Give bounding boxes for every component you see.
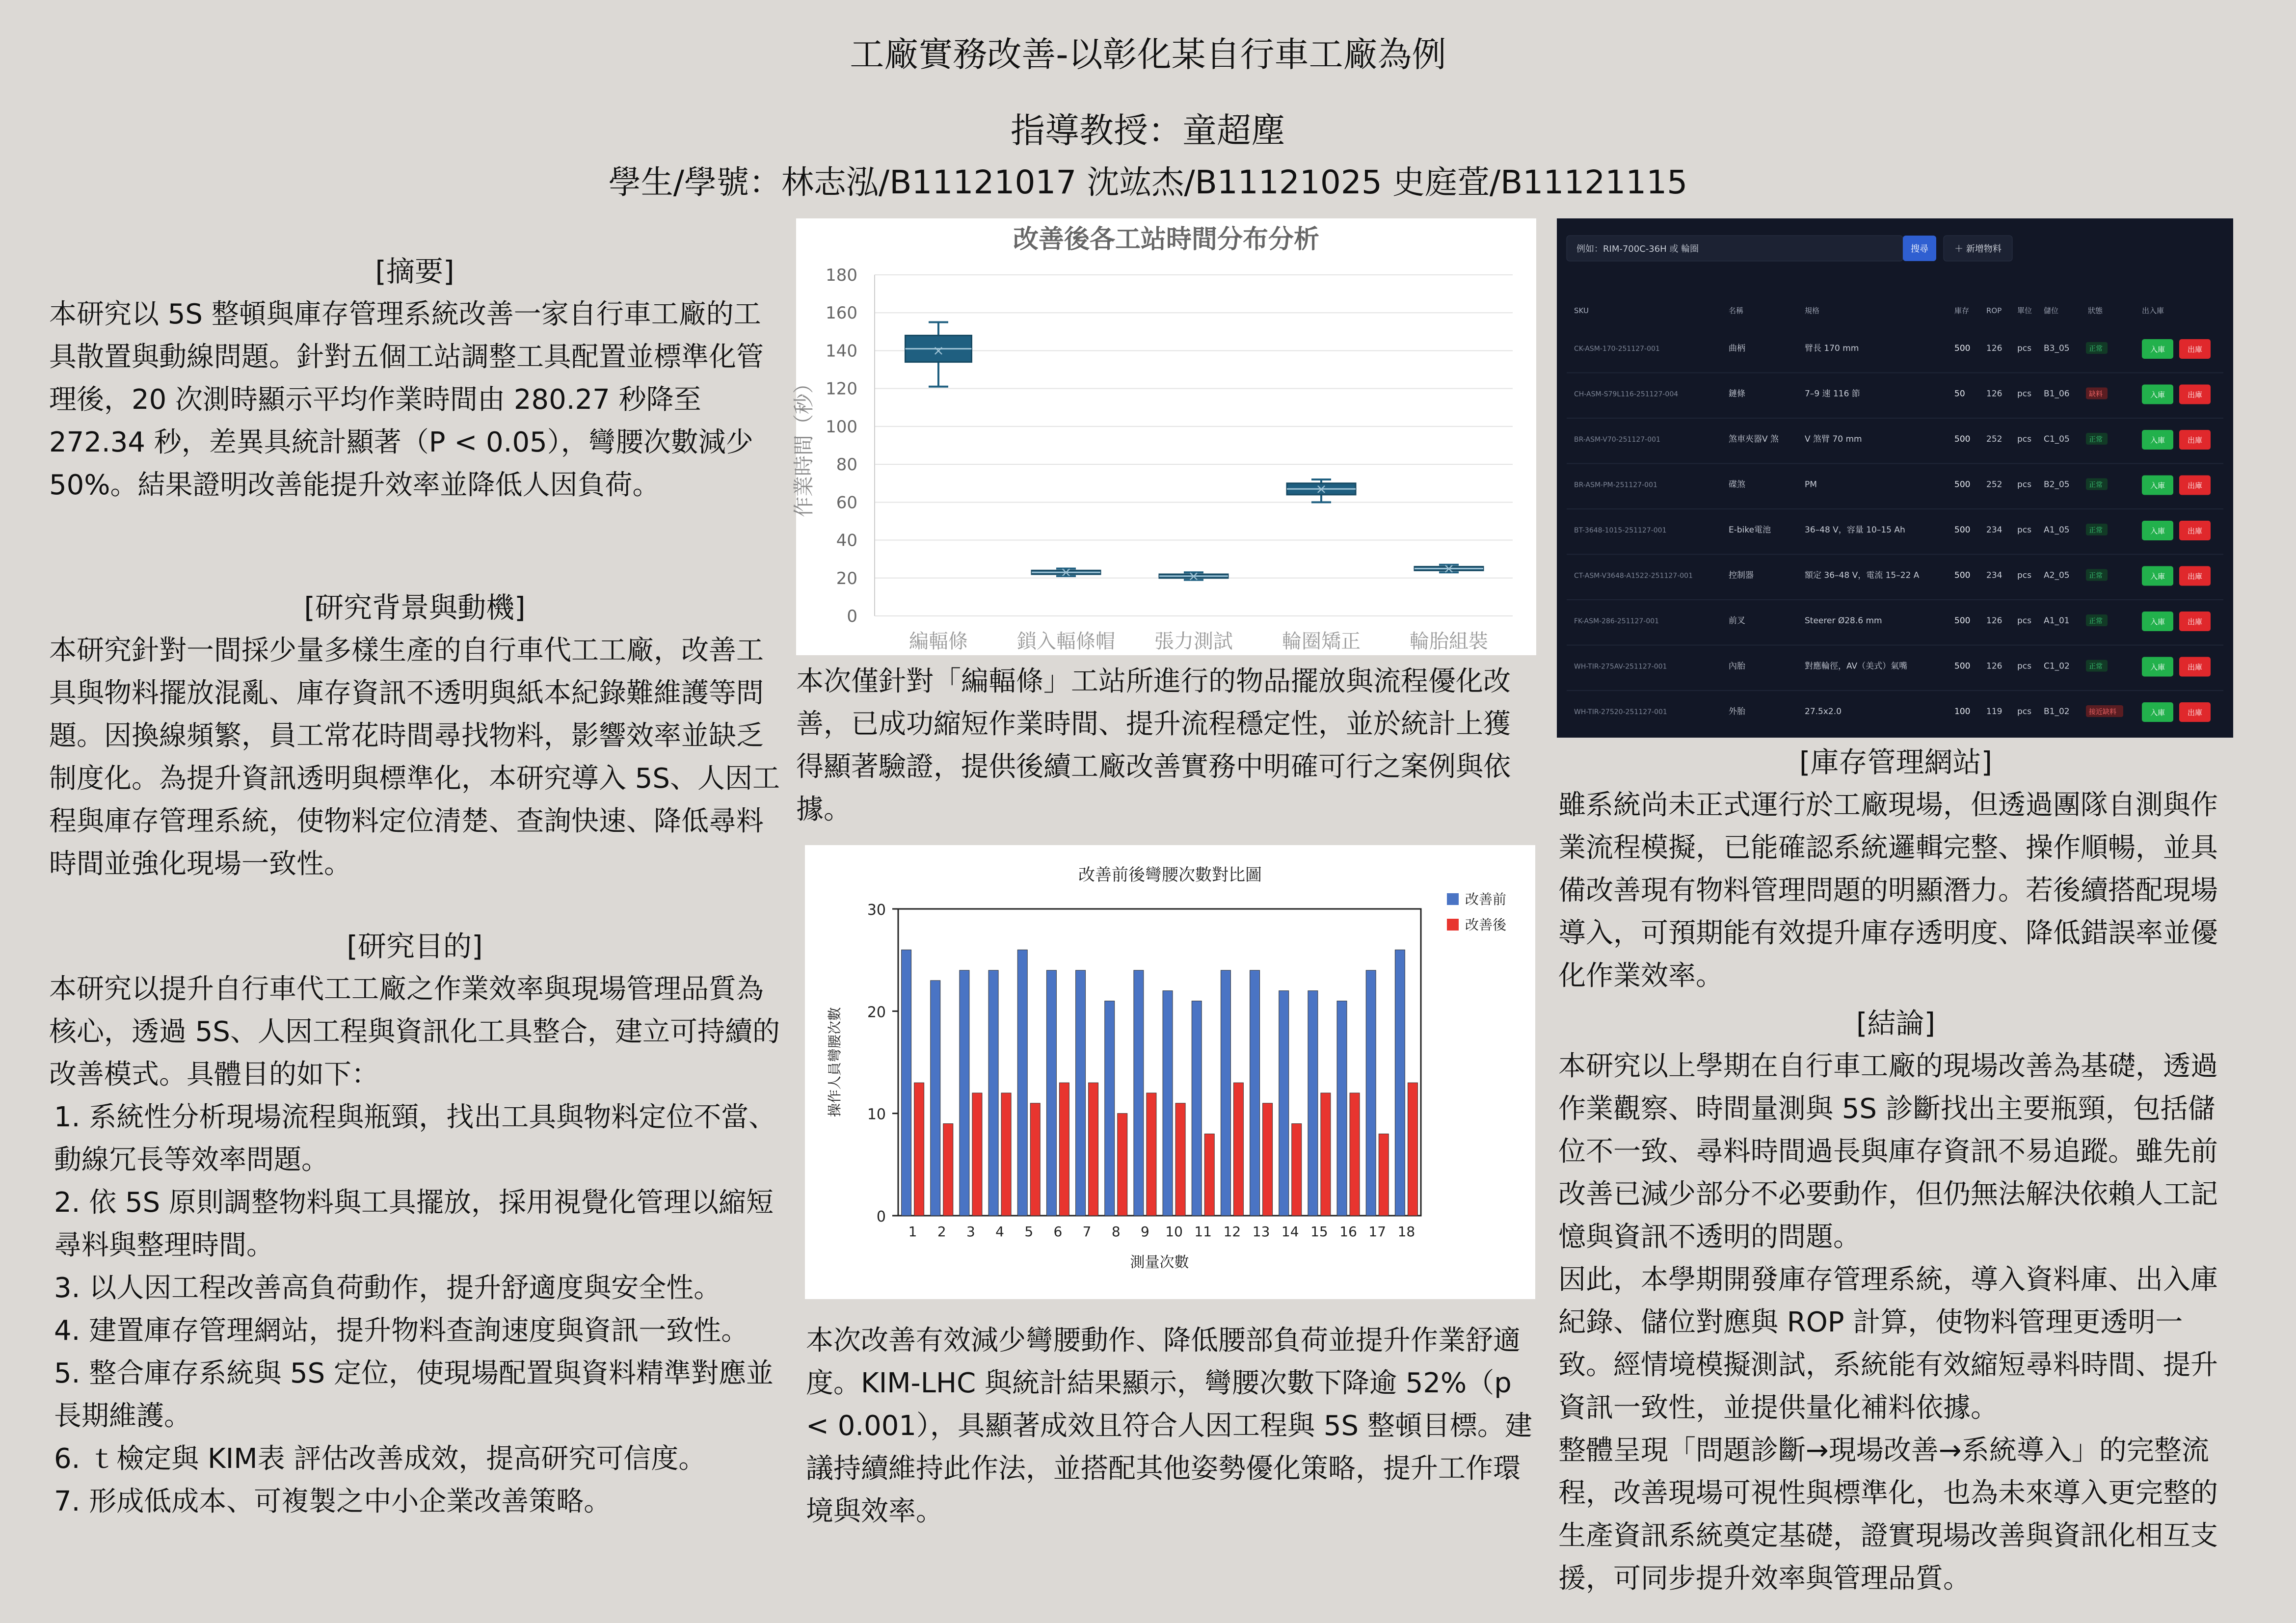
cell-name: 前叉 (1729, 616, 1745, 626)
cell-location: C1_02 (2044, 661, 2070, 671)
students-line: 學生/學號：林志泓/B11121017 沈竑杰/B11121025 史庭萓/B11121115 (608, 163, 1688, 201)
objective-item: 6. ｔ檢定與 KIM表 評估改善成效，提高研究可信度。 (54, 1443, 706, 1475)
cell-unit: pcs (2017, 479, 2031, 490)
stock-out-label: 出庫 (2187, 436, 2203, 445)
objective-item: 5. 整合庫存系統與 5S 定位，使現場配置與資料精準對應並長期維護。 (54, 1357, 774, 1432)
cell-sku: BR-ASM-PM-251127-001 (1574, 481, 1657, 489)
bar-after (1263, 1103, 1273, 1216)
cell-rop: 126 (1986, 344, 2002, 353)
bar-after (1175, 1103, 1185, 1216)
x-tick-label: 9 (1141, 1224, 1149, 1240)
x-tick-label: 3 (966, 1224, 975, 1240)
cell-rop: 252 (1986, 479, 2002, 490)
x-tick-label: 4 (995, 1224, 1004, 1240)
cell-rop: 126 (1986, 661, 2002, 671)
x-tick-label: 5 (1024, 1224, 1034, 1240)
cell-sku: CK-ASM-170-251127-001 (1574, 345, 1660, 353)
x-tick-label: 16 (1339, 1224, 1357, 1240)
stock-in-label: 入庫 (2150, 390, 2165, 399)
column-header: 儲位 (2044, 306, 2059, 315)
conclusion-p1: 本研究以上學期在自行車工廠的現場改善為基礎，透過作業觀察、時間量測與 5S 診斷找出主要瓶頸，包括儲位不一致、尋料時間過長與庫存資訊不易追蹤。雖先前改善已減少部分不必要動作，但仍無法解決依賴人工記憶與資訊不透明的問題。 (1558, 1050, 2218, 1253)
status-label: 缺料 (2089, 390, 2103, 399)
y-tick-label: 80 (836, 455, 857, 475)
bar-after (1030, 1103, 1040, 1216)
cell-spec: Steerer Ø28.6 mm (1805, 616, 1882, 626)
bar-after (1001, 1093, 1011, 1216)
objectives-intro: 本研究以提升自行車代工工廠之作業效率與現場管理品質為核心，透過 5S、人因工程與資訊化工具整合，建立可持續的改善模式。具體目的如下： (49, 973, 780, 1091)
objective-item: 2. 依 5S 原則調整物料與工具擺放，採用視覺化管理以縮短尋料與整理時間。 (54, 1187, 774, 1261)
x-tick-label: 輪胎組裝 (1410, 630, 1488, 653)
boxplot-chart (792, 218, 1536, 655)
status-label: 正常 (2089, 481, 2103, 489)
y-tick-label: 0 (847, 607, 857, 626)
objectives-section (49, 925, 780, 1523)
x-tick-label: 1 (908, 1224, 917, 1240)
status-label: 正常 (2089, 617, 2103, 625)
stock-in-label: 入庫 (2150, 481, 2165, 490)
cell-stock: 500 (1954, 616, 1971, 626)
cell-name: E-bike電池 (1729, 525, 1771, 535)
cell-spec: 36–48 V，容量 10–15 Ah (1805, 525, 1905, 535)
column-header: 出入庫 (2142, 306, 2164, 315)
cell-spec: 對應輪徑，AV（美式）氣嘴 (1805, 661, 1908, 671)
bar-after (943, 1124, 953, 1216)
x-tick-label: 11 (1194, 1224, 1212, 1240)
cell-rop: 234 (1986, 570, 2002, 581)
box-mean-marker: × (1315, 480, 1327, 497)
bar-after (972, 1093, 982, 1216)
conclusion-p2: 因此，本學期開發庫存管理系統，導入資料庫、出入庫紀錄、儲位對應與 ROP 計算，使物料管理更透明一致。經情境模擬測試，系統能有效縮短尋料時間、提升資訊一致性，並提供量化補料依據。 (1558, 1264, 2218, 1424)
abstract-text: 本研究以 5S 整頓與庫存管理系統改善一家自行車工廠的工具散置與動線問題。針對五個工站調整工具配置並標準化管理後，20 次測時顯示平均作業時間由 280.27 秒降至 272.34 秒，差異具統計顯著（P < 0.05），彎腰次數減少 50%。結果證明改善能提升效率並降低人因負荷。 (49, 298, 764, 501)
box-mean-marker: × (933, 342, 944, 359)
status-label: 接近缺料 (2089, 708, 2116, 716)
bar-after (1379, 1134, 1388, 1216)
cell-name: 外胎 (1729, 707, 1745, 717)
inventory-ui (1557, 218, 2233, 738)
legend-swatch (1447, 893, 1459, 905)
cell-rop: 119 (1986, 707, 2002, 717)
x-tick-label: 14 (1281, 1224, 1299, 1240)
stock-in-label: 入庫 (2150, 436, 2165, 445)
status-label: 正常 (2089, 527, 2103, 534)
cell-stock: 500 (1954, 344, 1971, 353)
bar-after (1350, 1093, 1360, 1216)
y-tick-label: 20 (867, 1004, 886, 1021)
cell-sku: BR-ASM-V70-251127-001 (1574, 436, 1660, 444)
objective-item: 7. 形成低成本、可複製之中小企業改善策略。 (54, 1486, 612, 1517)
x-tick-label: 18 (1397, 1224, 1415, 1240)
cell-location: A2_05 (2044, 570, 2070, 581)
box-mean-marker: × (1060, 564, 1072, 581)
column-header: SKU (1574, 306, 1589, 315)
cell-location: A1_05 (2044, 525, 2070, 535)
bar-before (902, 950, 911, 1216)
background-text: 本研究針對一間採少量多樣生產的自行車代工工廠，改善工具與物料擺放混亂、庫存資訊不透明與紙本紀錄難維護等問題。因換線頻繁，員工常花時間尋找物料，影響效率並缺乏制度化。為提升資訊透明與標準化，本研究導入 5S、人因工程與庫存管理系統，使物料定位清楚、查詢快速、降低尋料時間並強化現場一致性。 (49, 635, 780, 880)
add-item-label: ＋ 新增物料 (1954, 244, 2002, 254)
column-header: 狀態 (2088, 306, 2103, 315)
cell-stock: 50 (1954, 389, 1965, 399)
column-header: 單位 (2017, 306, 2032, 315)
bar-before (1017, 950, 1027, 1216)
bar-before (1279, 991, 1289, 1216)
stock-out-label: 出庫 (2187, 481, 2203, 490)
cell-sku: BT-3648-1015-251127-001 (1574, 527, 1667, 534)
cell-name: 內胎 (1729, 661, 1745, 671)
boxplot-panel (792, 218, 1536, 655)
cell-location: B3_05 (2044, 344, 2070, 353)
bar-before (931, 981, 940, 1216)
cell-location: B1_06 (2044, 389, 2070, 399)
bar-before (1366, 970, 1376, 1216)
bar-after (1089, 1083, 1098, 1216)
stock-in-label: 入庫 (2150, 617, 2165, 626)
bar-before (1308, 991, 1318, 1216)
objectives-heading: [研究目的] (347, 930, 483, 963)
cell-unit: pcs (2017, 707, 2031, 717)
column-header: 名稱 (1729, 306, 1744, 315)
x-tick-label: 8 (1111, 1224, 1121, 1240)
bar-after (1118, 1114, 1127, 1216)
x-tick-label: 13 (1252, 1224, 1270, 1240)
stock-in-label: 入庫 (2150, 527, 2165, 535)
cell-name: 碟煞 (1729, 479, 1745, 490)
x-tick-label: 12 (1223, 1224, 1241, 1240)
background-heading: [研究背景與動機] (304, 591, 526, 624)
bar-before (960, 970, 969, 1216)
bar-before (1046, 970, 1056, 1216)
objective-item: 3. 以人因工程改善高負荷動作，提升舒適度與安全性。 (54, 1272, 721, 1304)
stock-out-label: 出庫 (2187, 708, 2203, 717)
stock-out-label: 出庫 (2187, 617, 2203, 626)
cell-name: 鏈條 (1729, 389, 1745, 399)
cell-spec: 7–9 速 116 節 (1805, 389, 1860, 399)
x-axis-label: 測量次數 (1130, 1254, 1189, 1271)
legend-label: 改善後 (1465, 917, 1507, 933)
x-tick-label: 7 (1082, 1224, 1092, 1240)
x-tick-label: 輪圈矯正 (1282, 630, 1361, 653)
cell-unit: pcs (2017, 570, 2031, 581)
stock-in-label: 入庫 (2150, 345, 2165, 354)
y-tick-label: 20 (836, 568, 857, 588)
x-tick-label: 張力測試 (1154, 630, 1233, 653)
bar-after (914, 1083, 924, 1216)
conclusion-section (1558, 1002, 2233, 1600)
x-tick-label: 6 (1053, 1224, 1063, 1240)
column-header: 庫存 (1954, 306, 1970, 315)
cell-location: A1_01 (2044, 616, 2070, 626)
cell-sku: CT-ASM-V3648-A1522-251127-001 (1574, 572, 1693, 580)
inventory-section (1558, 741, 2233, 997)
cell-name: 控制器 (1729, 570, 1754, 581)
cell-location: C1_05 (2044, 434, 2070, 444)
bar-after (1204, 1134, 1214, 1216)
cell-sku: CH-ASM-S79L116-251127-004 (1574, 390, 1679, 399)
bar-after (1147, 1093, 1156, 1216)
objective-item: 4. 建置庫存管理網站，提升物料查詢速度與資訊一致性。 (54, 1315, 749, 1347)
inventory-text: 雖系統尚未正式運行於工廠現場，但透過團隊自測與作業流程模擬，已能確認系統邏輯完整、操作順暢，並具備改善現有物料管理問題的明顯潛力。若後續搭配現場導入，可預期能有效提升庫存透明度、降低錯誤率並優化作業效率。 (1558, 789, 2218, 992)
conclusion-p3: 整體呈現「問題診斷→現場改善→系統導入」的完整流程，改善現場可視性與標準化，也為未來導入更完整的生產資訊系統奠定基礎，證實現場改善與資訊化相互支援，可同步提升效率與管理品質。 (1558, 1435, 2218, 1595)
y-tick-label: 0 (876, 1208, 886, 1225)
cell-sku: WH-TIR-275AV-251127-001 (1574, 663, 1667, 671)
bar-before (1250, 970, 1260, 1216)
cell-name: 曲柄 (1729, 344, 1745, 353)
cell-location: B2_05 (2044, 479, 2070, 490)
cell-sku: WH-TIR-27520-251127-001 (1574, 708, 1667, 716)
y-tick-label: 180 (826, 266, 857, 285)
stock-out-label: 出庫 (2187, 527, 2203, 535)
cell-unit: pcs (2017, 389, 2031, 399)
chart-title: 改善前後彎腰次數對比圖 (1078, 865, 1262, 885)
objective-item: 1. 系統性分析現場流程與瓶頸，找出工具與物料定位不當、動線冗長等效率問題。 (54, 1101, 776, 1176)
cell-stock: 100 (1954, 707, 1971, 717)
y-tick-label: 100 (826, 417, 857, 437)
stock-in-label: 入庫 (2150, 708, 2165, 717)
cell-spec: 額定 36–48 V，電流 15–22 A (1805, 570, 1920, 581)
stock-out-label: 出庫 (2187, 390, 2203, 399)
y-tick-label: 160 (826, 303, 857, 323)
cell-rop: 234 (1986, 525, 2002, 535)
y-tick-label: 140 (826, 341, 857, 361)
y-axis-label: 作業時間（秒） (792, 372, 816, 518)
bar-before (1221, 970, 1230, 1216)
stock-out-label: 出庫 (2187, 572, 2203, 581)
x-tick-label: 15 (1310, 1224, 1328, 1240)
cell-rop: 126 (1986, 616, 2002, 626)
background-section (49, 586, 780, 885)
barchart-panel (805, 845, 1535, 1299)
column-header: ROP (1986, 306, 2002, 315)
bar-before (1134, 970, 1144, 1216)
poster-title: 工廠實務改善-以彰化某自行車工廠為例 (850, 34, 1446, 75)
column-header: 規格 (1805, 306, 1820, 315)
barchart-caption: 本次改善有效減少彎腰動作、降低腰部負荷並提升作業舒適度。KIM-LHC 與統計結果顯示，彎腰次數下降逾 52%（p < 0.001），具顯著成效且符合人因工程與 5S 整頓目標。建議持續維持此作法，並搭配其他姿勢優化策略，提升工作環境與效率。 (806, 1325, 1532, 1527)
search-button-label: 搜尋 (1911, 244, 1928, 254)
x-tick-label: 17 (1368, 1224, 1387, 1240)
cell-name: 煞車夾器V 煞 (1729, 434, 1779, 444)
bar-before (1395, 950, 1405, 1216)
cell-spec: PM (1805, 479, 1817, 490)
inventory-screenshot (1557, 218, 2233, 738)
inventory-heading: [庫存管理網站] (1799, 745, 1993, 779)
cell-stock: 500 (1954, 479, 1971, 490)
y-tick-label: 30 (867, 902, 886, 919)
cell-rop: 126 (1986, 389, 2002, 399)
stock-out-label: 出庫 (2187, 663, 2203, 672)
cell-unit: pcs (2017, 525, 2031, 535)
status-label: 正常 (2089, 345, 2103, 353)
bar-after (1233, 1083, 1243, 1216)
cell-unit: pcs (2017, 616, 2031, 626)
advisor-line: 指導教授：童超塵 (1011, 110, 1285, 151)
bar-before (1337, 1001, 1347, 1216)
cell-stock: 500 (1954, 661, 1971, 671)
box-mean-marker: × (1443, 560, 1455, 577)
abstract-section (49, 250, 780, 506)
bar-before (988, 970, 998, 1216)
y-tick-label: 40 (836, 531, 857, 551)
stock-in-label: 入庫 (2150, 663, 2165, 672)
cell-sku: FK-ASM-286-251127-001 (1574, 617, 1659, 625)
bar-after (1292, 1124, 1302, 1216)
bar-before (1076, 970, 1086, 1216)
chart-title: 改善後各工站時間分布分析 (1013, 224, 1320, 254)
bar-before (1163, 991, 1173, 1216)
bar-after (1059, 1083, 1069, 1216)
y-tick-label: 60 (836, 493, 857, 513)
y-axis-label: 操作人員彎腰次數 (827, 1007, 843, 1117)
abstract-heading: [摘要] (375, 255, 454, 288)
x-tick-label: 10 (1165, 1224, 1183, 1240)
x-tick-label: 鎖入輻條帽 (1017, 630, 1115, 653)
cell-unit: pcs (2017, 661, 2031, 671)
cell-unit: pcs (2017, 344, 2031, 353)
bar-before (1105, 1001, 1115, 1216)
cell-rop: 252 (1986, 434, 2002, 444)
legend-label: 改善前 (1465, 891, 1507, 907)
stock-out-label: 出庫 (2187, 345, 2203, 354)
status-label: 正常 (2089, 436, 2103, 444)
bar-before (1192, 1001, 1201, 1216)
status-label: 正常 (2089, 663, 2103, 671)
status-label: 正常 (2089, 572, 2103, 580)
bar-after (1408, 1083, 1417, 1216)
x-tick-label: 2 (937, 1224, 946, 1240)
y-tick-label: 120 (826, 379, 857, 399)
x-tick-label: 編輻條 (909, 630, 968, 653)
cell-spec: 27.5x2.0 (1805, 707, 1842, 717)
cell-stock: 500 (1954, 434, 1971, 444)
stock-in-label: 入庫 (2150, 572, 2165, 581)
cell-stock: 500 (1954, 570, 1971, 581)
cell-stock: 500 (1954, 525, 1971, 535)
search-placeholder: 例如：RIM-700C-36H 或 輪圈 (1576, 244, 1699, 254)
cell-spec: 臂長 170 mm (1805, 344, 1859, 353)
y-tick-label: 10 (867, 1106, 886, 1123)
legend-swatch (1447, 919, 1459, 931)
cell-spec: V 煞臂 70 mm (1805, 434, 1862, 444)
cell-location: B1_02 (2044, 707, 2070, 717)
box-mean-marker: × (1188, 567, 1200, 584)
bar-chart (805, 845, 1535, 1299)
boxplot-caption: 本次僅針對「編輻條」工站所進行的物品擺放與流程優化改善，已成功縮短作業時間、提升流程穩定性，並於統計上獲得顯著驗證，提供後續工廠改善實務中明確可行之案例與依據。 (796, 665, 1511, 825)
cell-unit: pcs (2017, 434, 2031, 444)
conclusion-heading: [結論] (1856, 1007, 1936, 1040)
bar-after (1321, 1093, 1331, 1216)
